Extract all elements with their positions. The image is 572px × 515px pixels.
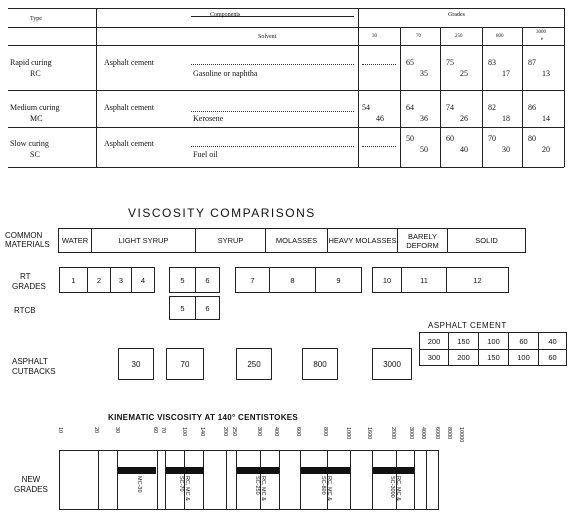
material-water: WATER: [61, 236, 89, 245]
ac-r2-c5: 60: [538, 349, 566, 365]
grade-value-r2-c5-top: 86: [528, 103, 536, 112]
common-materials-label: [5, 231, 50, 249]
solvent-mc: Kerosene: [193, 114, 224, 123]
grade-value-r2-c1-bottom: 46: [376, 114, 384, 123]
kinematic-scale-box: [59, 450, 439, 510]
rt-grade-10: 10: [382, 275, 392, 285]
cutback-30: 30: [118, 348, 154, 380]
grade-value-r1-c4-bottom: 17: [502, 69, 510, 78]
viscosity-title: VISCOSITY COMPARISONS: [128, 206, 316, 220]
grade-value-r3-c5-bottom: 20: [542, 145, 550, 154]
common-label-line2: MATERIALS: [5, 240, 50, 249]
kinematic-tick-1000: 1000: [345, 427, 351, 440]
new-grades-line1: NEW: [21, 475, 41, 484]
type-sc-code: SC: [30, 150, 40, 159]
rtcb-grade-5: 5: [180, 303, 185, 313]
new-grades-label: [14, 475, 48, 495]
grade-bar-70: [166, 467, 204, 474]
material-molasses: MOLASSES: [265, 229, 327, 252]
grade-label-70: RC, MC & SC-70: [178, 476, 190, 501]
kinematic-tick-140: 140: [199, 427, 205, 437]
grade-value-r2-c4-bottom: 18: [502, 114, 510, 123]
rt-grade-7: 7: [250, 275, 255, 285]
grade-value-r2-c3-top: 74: [446, 103, 454, 112]
cutbacks-label-line2: CUTBACKS: [12, 367, 56, 376]
ac-r1-c3: 100: [478, 333, 508, 349]
rt-grade-8: 8: [269, 268, 315, 292]
kinematic-tick-3000: 3000: [408, 427, 414, 440]
grade-col-3000-suffix: e: [541, 37, 544, 42]
cutback-70: 70: [166, 348, 204, 380]
grade-value-r1-c5-bottom: 13: [542, 69, 550, 78]
cutbacks-label-line1: ASPHALT: [12, 357, 48, 366]
grade-value-r1-c4-top: 83: [488, 58, 496, 67]
ac-r2-c2: 200: [448, 349, 478, 365]
grade-value-r2-c2-bottom: 36: [420, 114, 428, 123]
material-heavy-molasses: HEAVY MOLASSES: [327, 229, 397, 252]
grade-value-r3-c4-top: 70: [488, 134, 496, 143]
cutbacks-label: [12, 357, 56, 377]
rt-grades-label: [12, 272, 46, 292]
rt-group-2: [169, 267, 220, 293]
material-light-syrup: LIGHT SYRUP: [91, 229, 195, 252]
kinematic-tick-6000: 6000: [434, 427, 440, 440]
kinematic-tick-200: 200: [222, 427, 228, 437]
rt-grade-11: 11: [401, 268, 446, 292]
kinematic-tick-4000: 4000: [420, 427, 426, 440]
asphalt-cement-table: [419, 332, 567, 366]
material-syrup: SYRUP: [195, 229, 265, 252]
grade-value-r2-c2-top: 64: [406, 103, 414, 112]
rt-grade-1: 1: [71, 275, 76, 285]
type-mc-code: MC: [30, 114, 43, 123]
kinematic-tick-10000: 10000: [458, 427, 464, 443]
grade-label-800: RC, MC & SC-800: [320, 476, 332, 501]
grade-value-r1-c2-top: 65: [406, 58, 414, 67]
grade-value-r3-c2-top: 50: [406, 134, 414, 143]
rt-label-line2: GRADES: [12, 282, 46, 291]
kinematic-tick-300: 300: [256, 427, 262, 437]
header-type: Type: [30, 16, 42, 22]
grade-col-30: 30: [372, 34, 377, 39]
grade-value-r2-c5-bottom: 14: [542, 114, 550, 123]
common-label-line1: COMMON: [5, 231, 43, 240]
grade-value-r1-c3-bottom: 25: [460, 69, 468, 78]
rt-label-line1: RT: [20, 272, 31, 281]
kinematic-title: KINEMATIC VISCOSITY AT 140° CENTISTOKES: [108, 413, 299, 422]
cutback-3000: 3000: [372, 348, 412, 380]
kinematic-tick-30: 30: [114, 427, 120, 434]
type-mc-name: Medium curing: [10, 103, 60, 112]
rt-grade-4: 4: [131, 268, 154, 292]
grade-bar-3000: [373, 467, 414, 474]
rtcb-group: [169, 296, 220, 320]
header-grades: Grades: [448, 12, 465, 18]
base-sc: Asphalt cement: [104, 139, 154, 148]
grade-value-r2-c1-top: 54: [362, 103, 370, 112]
asphalt-cement-title: ASPHALT CEMENT: [428, 321, 507, 330]
rtcb-grade-6: 6: [195, 297, 219, 319]
grade-value-r1-c2-bottom: 35: [420, 69, 428, 78]
rt-grade-12: 12: [446, 268, 508, 292]
rt-grade-2: 2: [87, 268, 110, 292]
rt-grade-3: 3: [110, 268, 131, 292]
grade-label-250: RC, MC & SC-250: [254, 476, 266, 501]
grade-bar-mc30: [118, 467, 156, 474]
kinematic-tick-60: 60: [152, 427, 158, 434]
materials-bar: [58, 228, 526, 253]
ac-r2-c4: 100: [508, 349, 538, 365]
ac-r1-c2: 150: [448, 333, 478, 349]
cutback-800: 800: [302, 348, 338, 380]
base-mc: Asphalt cement: [104, 103, 154, 112]
grade-value-r2-c3-bottom: 26: [460, 114, 468, 123]
cutback-250: 250: [236, 348, 272, 380]
kinematic-tick-2000: 2000: [390, 427, 396, 440]
kinematic-tick-600: 600: [295, 427, 301, 437]
rt-grade-5: 5: [180, 275, 185, 285]
kinematic-tick-800: 800: [322, 427, 328, 437]
grade-value-r3-c3-bottom: 40: [460, 145, 468, 154]
material-barely-deform: BARELY DEFORM: [397, 229, 447, 252]
kinematic-tick-8000: 8000: [446, 427, 452, 440]
kinematic-tick-70: 70: [160, 427, 166, 434]
header-components: Components: [210, 12, 241, 18]
rt-group-1: [59, 267, 155, 293]
grade-bar-250: [237, 467, 279, 474]
grade-col-250: 250: [455, 34, 463, 39]
type-rc-code: RC: [30, 69, 41, 78]
grade-bar-800: [301, 467, 350, 474]
grade-value-r2-c4-top: 82: [488, 103, 496, 112]
grade-col-3000: 3000: [536, 30, 546, 35]
ac-r1-c4: 60: [508, 333, 538, 349]
kinematic-tick-100: 100: [181, 427, 187, 437]
kinematic-tick-400: 400: [273, 427, 279, 437]
grade-label-3000: RC, MC & SC-3000: [389, 476, 401, 501]
grade-value-r3-c3-top: 60: [446, 134, 454, 143]
type-rc-name: Rapid curing: [10, 58, 52, 67]
grade-col-800: 800: [496, 34, 504, 39]
kinematic-tick-20: 20: [93, 427, 99, 434]
solvent-sc: Fuel oil: [193, 150, 218, 159]
grade-value-r3-c2-bottom: 50: [420, 145, 428, 154]
grade-value-r3-c4-bottom: 30: [502, 145, 510, 154]
solvent-rc: Gasoline or naphtha: [193, 69, 258, 78]
grade-col-70: 70: [416, 34, 421, 39]
type-sc-name: Slow curing: [10, 139, 49, 148]
ac-r2-c3: 150: [478, 349, 508, 365]
grade-label-mc30: MC-30: [136, 476, 142, 493]
kinematic-tick-10: 10: [57, 427, 63, 434]
material-solid: SOLID: [447, 229, 525, 252]
rt-grade-9: 9: [315, 268, 361, 292]
rt-grade-6: 6: [195, 268, 219, 292]
kinematic-tick-1600: 1600: [366, 427, 372, 440]
kinematic-tick-250: 250: [231, 427, 237, 437]
ac-r1-c1: 200: [427, 336, 441, 346]
rtcb-label: RTCB: [14, 306, 36, 315]
rt-group-4: [372, 267, 509, 293]
ac-r1-c5: 40: [538, 333, 566, 349]
new-grades-line2: GRADES: [14, 485, 48, 494]
header-solvent: Solvent: [258, 34, 277, 40]
base-rc: Asphalt cement: [104, 58, 154, 67]
grade-value-r1-c3-top: 75: [446, 58, 454, 67]
grade-value-r1-c5-top: 87: [528, 58, 536, 67]
grade-value-r3-c5-top: 80: [528, 134, 536, 143]
ac-r2-c1: 300: [427, 352, 441, 362]
rt-group-3: [235, 267, 362, 293]
